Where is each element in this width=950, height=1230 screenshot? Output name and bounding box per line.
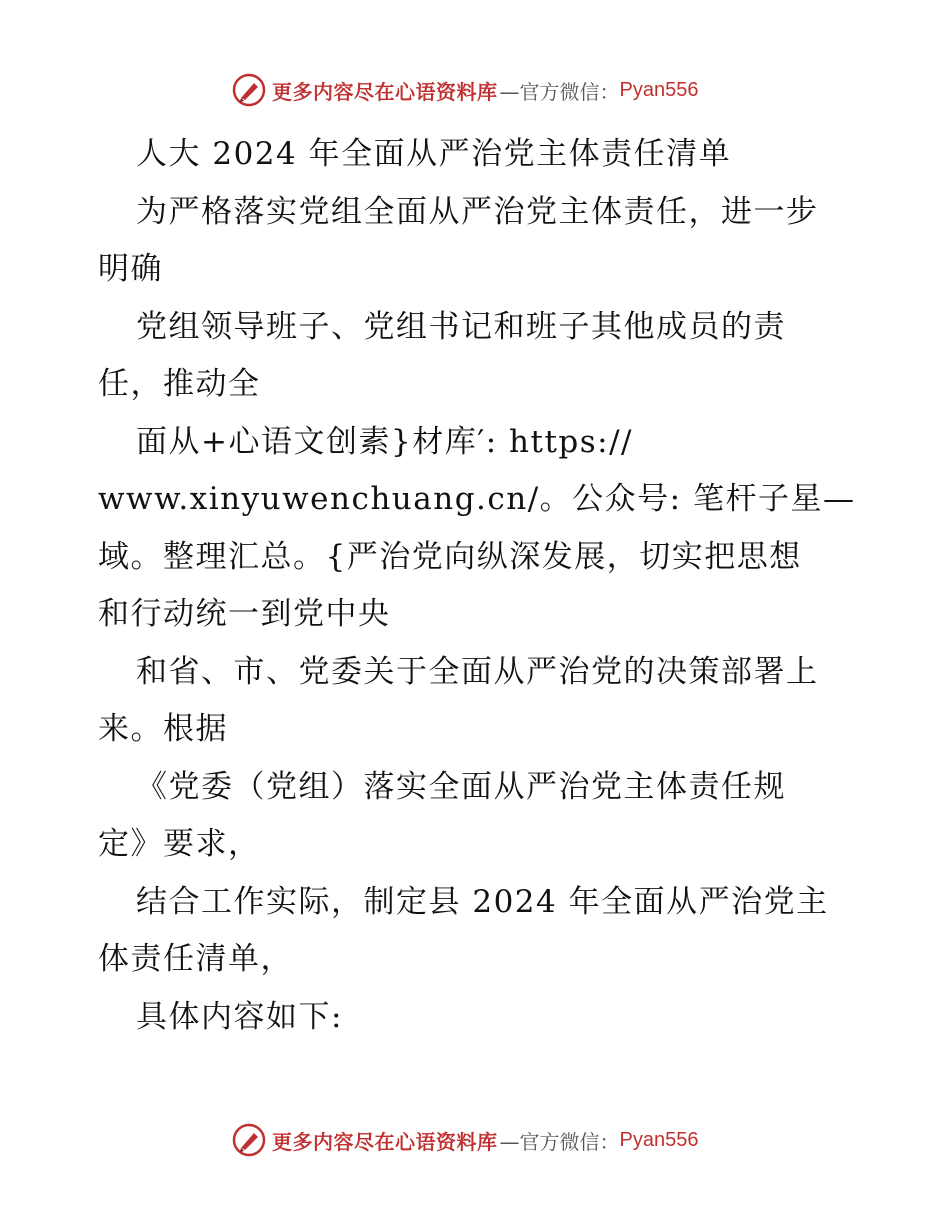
watermark-official-label: —官方微信： (499, 79, 620, 104)
text-line: 结合工作实际，制定县 2024 年全面从严治党主 (136, 883, 829, 920)
watermark-wechat-id: Pyan556 (619, 1128, 699, 1151)
text-line: 《党委（党组）落实全面从严治党主体责任规 (136, 768, 786, 805)
text-line: 具体内容如下: (136, 998, 343, 1035)
document-body (98, 126, 868, 1046)
text-line: 为严格落实党组全面从严治党主体责任，进一步 (136, 193, 819, 230)
text-line: 和行动统一到党中央 (98, 596, 391, 632)
text-line: 定》要求， (98, 826, 261, 862)
watermark-wechat-id: Pyan556 (619, 78, 699, 101)
text-line: 面从+心语文创素}材库′: https:// (136, 423, 634, 460)
text-line: 域。整理汇总。{严治党向纵深发展，切实把思想 (98, 538, 802, 575)
watermark-official-label: —官方微信： (499, 1129, 620, 1154)
text-line: 党组领导班子、党组书记和班子其他成员的责 (136, 308, 786, 345)
text-line: 任，推动全 (98, 366, 261, 402)
pen-logo-icon (232, 73, 266, 107)
text-line: 来。根据 (98, 711, 228, 747)
text-line: 人大 2024 年全面从严治党主体责任清单 (136, 136, 732, 172)
text-line: www.xinyuwenchuang.cn/。公众号: 笔杆子星— (98, 481, 856, 517)
watermark-text: 更多内容尽在心语资料库 (272, 79, 498, 104)
watermark-text: 更多内容尽在心语资料库 (272, 1129, 498, 1154)
pen-logo-icon (232, 1123, 266, 1157)
text-line: 和省、市、党委关于全面从严治党的决策部署上 (136, 653, 819, 690)
header-watermark (232, 72, 698, 108)
text-line: 明确 (98, 251, 163, 287)
text-line: 体责任清单， (98, 941, 293, 977)
footer-watermark (232, 1122, 698, 1158)
